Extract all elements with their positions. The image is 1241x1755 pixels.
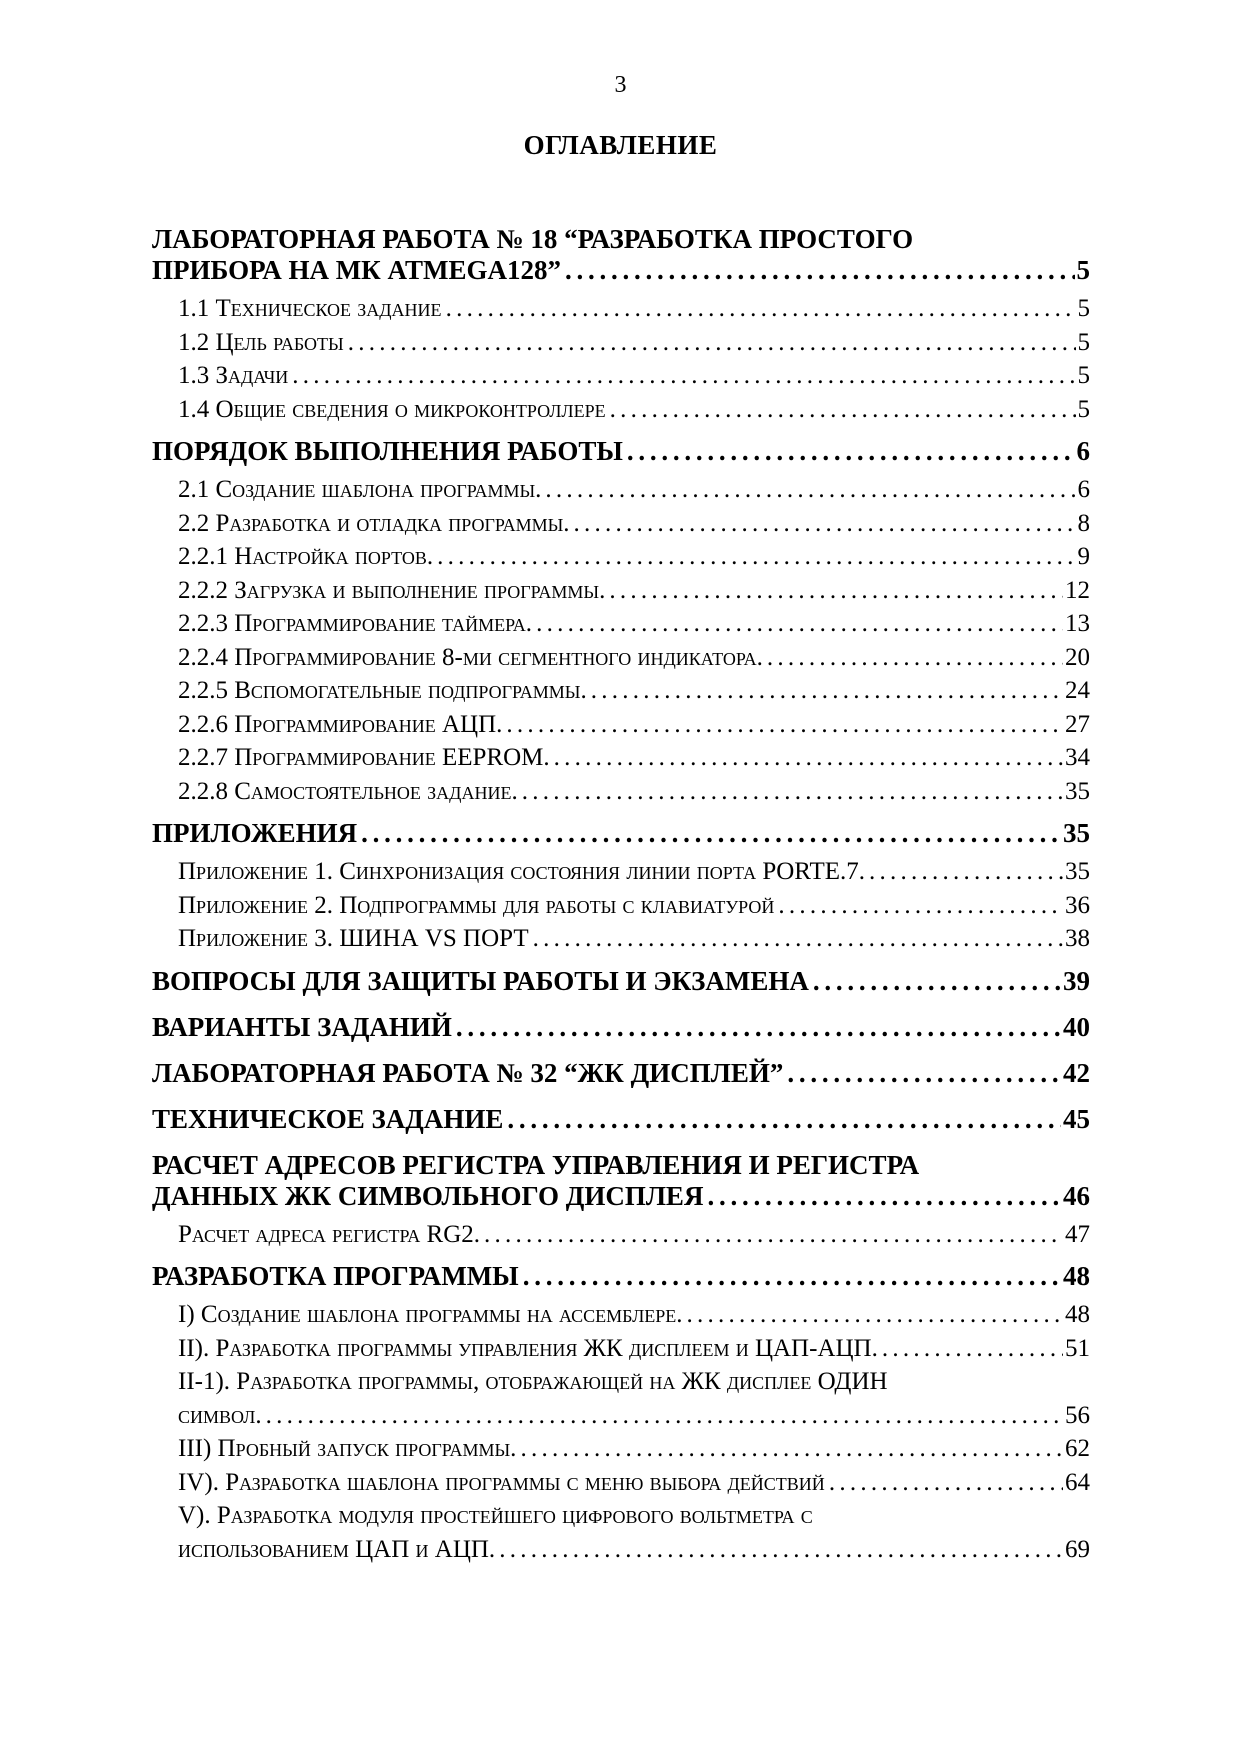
- toc-entry-title: II). Разработка программы управления ЖК дисплеем и ЦАП-АЦП.: [178, 1334, 878, 1362]
- dot-leader: [506, 708, 1063, 742]
- toc-entry[interactable]: [152, 1365, 1090, 1432]
- toc-entry[interactable]: [152, 1432, 1090, 1466]
- toc-entry[interactable]: [152, 708, 1090, 742]
- toc-entry-page: 20: [1065, 643, 1090, 671]
- toc-entry[interactable]: [152, 641, 1090, 675]
- toc-entry-title: 2.2.7 Программирование EEPROM.: [178, 744, 550, 771]
- dot-leader: [545, 473, 1075, 507]
- toc-entry[interactable]: [152, 436, 1090, 467]
- toc-entry-page: 6: [1077, 476, 1090, 503]
- toc-entry-title: ПОРЯДОК ВЫПОЛНЕНИЯ РАБОТЫ: [152, 436, 623, 466]
- toc-entry-title: ЛАБОРАТОРНАЯ РАБОТА № 18 “РАЗРАБОТКА ПРОСТОГО: [152, 224, 914, 254]
- toc-entry-page: 39: [1063, 965, 1090, 996]
- dot-leader: [484, 1218, 1063, 1252]
- toc-entry-title: 2.2 Разработка и отладка программы.: [178, 509, 570, 537]
- toc-entry-title: ВАРИАНТЫ ЗАДАНИЙ: [152, 1011, 452, 1042]
- toc-entry-title: II-1). Разработка программы, отображающей на ЖК дисплее ОДИН: [178, 1368, 888, 1395]
- toc-entry-title: ВОПРОСЫ ДЛЯ ЗАЩИТЫ РАБОТЫ И ЭКЗАМЕНА: [152, 965, 809, 996]
- dot-leader: [437, 540, 1075, 574]
- toc-entry[interactable]: [152, 393, 1090, 427]
- toc-entry-page: 8: [1077, 509, 1090, 537]
- toc-entry[interactable]: [152, 1332, 1090, 1366]
- toc-entry-page: 5: [1077, 362, 1090, 389]
- dot-leader: [456, 1012, 1061, 1043]
- dot-leader: [829, 1466, 1063, 1500]
- toc-entry-title: 2.1 Создание шаблона программы.: [178, 476, 542, 503]
- toc-entry-title: ПРИЛОЖЕНИЯ: [152, 818, 358, 848]
- toc-entry-page: 38: [1065, 925, 1090, 952]
- toc-entry[interactable]: [152, 889, 1090, 923]
- toc-entry[interactable]: [152, 1058, 1090, 1089]
- toc-entry-page: 6: [1076, 436, 1090, 466]
- toc-entry-title: Приложение 3. ШИНА VS ПОРТ: [178, 925, 529, 952]
- dot-leader: [574, 507, 1076, 541]
- toc-entry-title: РАСЧЕТ АДРЕСОВ РЕГИСТРА УПРАВЛЕНИЯ И РЕГИСТРА: [152, 1149, 920, 1180]
- dot-leader: [813, 966, 1061, 997]
- toc-entry-title: 2.2.4 Программирование 8-ми сегментного индикатора.: [178, 643, 763, 671]
- toc-entry-title: 1.4 Общие сведения о микроконтроллере: [178, 395, 606, 423]
- dot-leader: [787, 1058, 1061, 1089]
- dot-leader: [533, 922, 1063, 956]
- toc-entry-page: 5: [1077, 328, 1090, 356]
- toc-entry-page: 56: [1065, 1401, 1090, 1429]
- dot-leader: [507, 1104, 1061, 1135]
- toc-entry-title: 1.3 Задачи: [178, 362, 289, 389]
- toc-entry-title: III) Пробный запуск программы.: [178, 1435, 517, 1462]
- dot-leader: [707, 1181, 1061, 1212]
- toc-entry-title: символ.: [178, 1401, 262, 1429]
- toc-entry-page: 48: [1065, 1301, 1090, 1328]
- dot-leader: [687, 1298, 1063, 1332]
- dot-leader: [361, 818, 1061, 849]
- toc-entry[interactable]: [152, 1298, 1090, 1332]
- toc-entry-title: использованием ЦАП и АЦП.: [178, 1535, 496, 1563]
- dot-leader: [591, 674, 1063, 708]
- toc-entry-page: 48: [1063, 1261, 1090, 1291]
- dot-leader: [767, 641, 1063, 675]
- toc-entry[interactable]: [152, 775, 1090, 809]
- toc-entry-title: ПРИБОРА НА МК ATMEGA128”: [152, 255, 562, 285]
- toc-entry-title: ЛАБОРАТОРНАЯ РАБОТА № 32 “ЖК ДИСПЛЕЙ”: [152, 1057, 784, 1088]
- toc-entry[interactable]: [152, 855, 1090, 889]
- toc-entry-title: 2.2.8 Самостоятельное задание.: [178, 777, 518, 805]
- toc-entry-page: 35: [1065, 777, 1090, 805]
- toc-title: ОГЛАВЛЕНИЕ: [523, 130, 718, 160]
- toc-entry[interactable]: [152, 1150, 1090, 1212]
- toc-entry-page: 45: [1063, 1103, 1090, 1134]
- toc-entry-page: 35: [1063, 818, 1090, 848]
- toc-entry-title: Приложение 1. Синхронизация состояния линии порта PORTE.7.: [178, 858, 866, 885]
- dot-leader: [554, 741, 1063, 775]
- toc-entry-page: 64: [1065, 1468, 1090, 1496]
- toc-entry-title: 2.2.2 Загрузка и выполнение программы.: [178, 576, 606, 604]
- toc-entry-page: 12: [1065, 576, 1090, 604]
- toc-entry-title: ДАННЫХ ЖК СИМВОЛЬНОГО ДИСПЛЕЯ: [152, 1180, 704, 1211]
- toc-entry-title: V). Разработка модуля простейшего цифрового вольтметра с: [178, 1502, 813, 1529]
- toc-entry-title: 1.2 Цель работы: [178, 328, 344, 356]
- toc-entry[interactable]: [152, 1104, 1090, 1135]
- toc-entry[interactable]: [152, 818, 1090, 849]
- dot-leader: [266, 1399, 1063, 1433]
- toc-entry-page: 5: [1077, 295, 1090, 322]
- dot-leader: [869, 855, 1063, 889]
- toc-entry-page: 13: [1065, 610, 1090, 637]
- toc-entry-title: 2.2.6 Программирование АЦП.: [178, 710, 503, 738]
- dot-leader: [523, 1261, 1061, 1292]
- toc-entry-title: Расчет адреса регистра RG2.: [178, 1220, 480, 1248]
- toc-entry-title: 1.1 Техническое задание: [178, 295, 442, 322]
- toc-entry-page: 51: [1065, 1334, 1090, 1362]
- dot-leader: [882, 1332, 1063, 1366]
- toc-entry-title: 2.2.5 Вспомогательные подпрограммы.: [178, 677, 587, 704]
- toc-entry[interactable]: [152, 922, 1090, 956]
- toc-entry-title: 2.2.1 Настройка портов.: [178, 543, 434, 570]
- toc-entry[interactable]: [152, 966, 1090, 997]
- toc-entry[interactable]: [152, 1218, 1090, 1252]
- toc-entry-title: ТЕХНИЧЕСКОЕ ЗАДАНИЕ: [152, 1103, 504, 1134]
- toc-entry-title: РАЗРАБОТКА ПРОГРАММЫ: [152, 1261, 519, 1291]
- toc-entry-page: 47: [1065, 1220, 1090, 1248]
- dot-leader: [520, 1432, 1063, 1466]
- toc-entry-page: 36: [1065, 891, 1090, 919]
- toc-entry-page: 5: [1076, 255, 1090, 285]
- dot-leader: [778, 889, 1063, 923]
- toc-entry-page: 42: [1063, 1057, 1090, 1088]
- toc-entry[interactable]: [152, 540, 1090, 574]
- toc-entry[interactable]: [152, 1499, 1090, 1566]
- toc-entry[interactable]: [152, 1261, 1090, 1292]
- toc-entry-page: 34: [1065, 744, 1090, 771]
- toc-entry-page: 27: [1065, 710, 1090, 738]
- toc-entry-title: 2.2.3 Программирование таймера.: [178, 610, 533, 637]
- toc-entry[interactable]: [152, 507, 1090, 541]
- toc-entry[interactable]: [152, 359, 1090, 393]
- toc-entry-page: 5: [1077, 395, 1090, 423]
- toc-entry-page: 24: [1065, 677, 1090, 704]
- toc-entry-title: Приложение 2. Подпрограммы для работы с клавиатурой: [178, 891, 775, 919]
- toc-entry[interactable]: [152, 326, 1090, 360]
- toc-entry-title: I) Создание шаблона программы на ассемблере.: [178, 1301, 683, 1328]
- toc-entry[interactable]: [152, 1012, 1090, 1043]
- toc-entry[interactable]: [152, 607, 1090, 641]
- toc-entry[interactable]: [152, 473, 1090, 507]
- dot-leader: [348, 326, 1076, 360]
- toc-entry[interactable]: [152, 574, 1090, 608]
- dot-leader: [446, 292, 1076, 326]
- toc-entry[interactable]: [152, 1466, 1090, 1500]
- table-of-contents: [152, 224, 1090, 1566]
- dot-leader: [499, 1533, 1063, 1567]
- dot-leader: [292, 359, 1075, 393]
- toc-entry-page: 46: [1063, 1180, 1090, 1211]
- toc-entry[interactable]: [152, 292, 1090, 326]
- toc-entry-page: 69: [1065, 1535, 1090, 1563]
- dot-leader: [522, 775, 1063, 809]
- page-number: 3: [614, 72, 627, 98]
- toc-entry-page: 40: [1063, 1011, 1090, 1042]
- toc-entry[interactable]: [152, 741, 1090, 775]
- toc-entry[interactable]: [152, 674, 1090, 708]
- dot-leader: [627, 436, 1075, 467]
- toc-entry-title: IV). Разработка шаблона программы с меню выбора действий: [178, 1468, 825, 1496]
- toc-entry[interactable]: [152, 224, 1090, 286]
- toc-entry-page: 9: [1077, 543, 1090, 570]
- toc-entry-page: 35: [1065, 858, 1090, 885]
- dot-leader: [565, 255, 1074, 286]
- toc-entry-page: 62: [1065, 1435, 1090, 1462]
- dot-leader: [610, 393, 1076, 427]
- dot-leader: [536, 607, 1063, 641]
- dot-leader: [609, 574, 1063, 608]
